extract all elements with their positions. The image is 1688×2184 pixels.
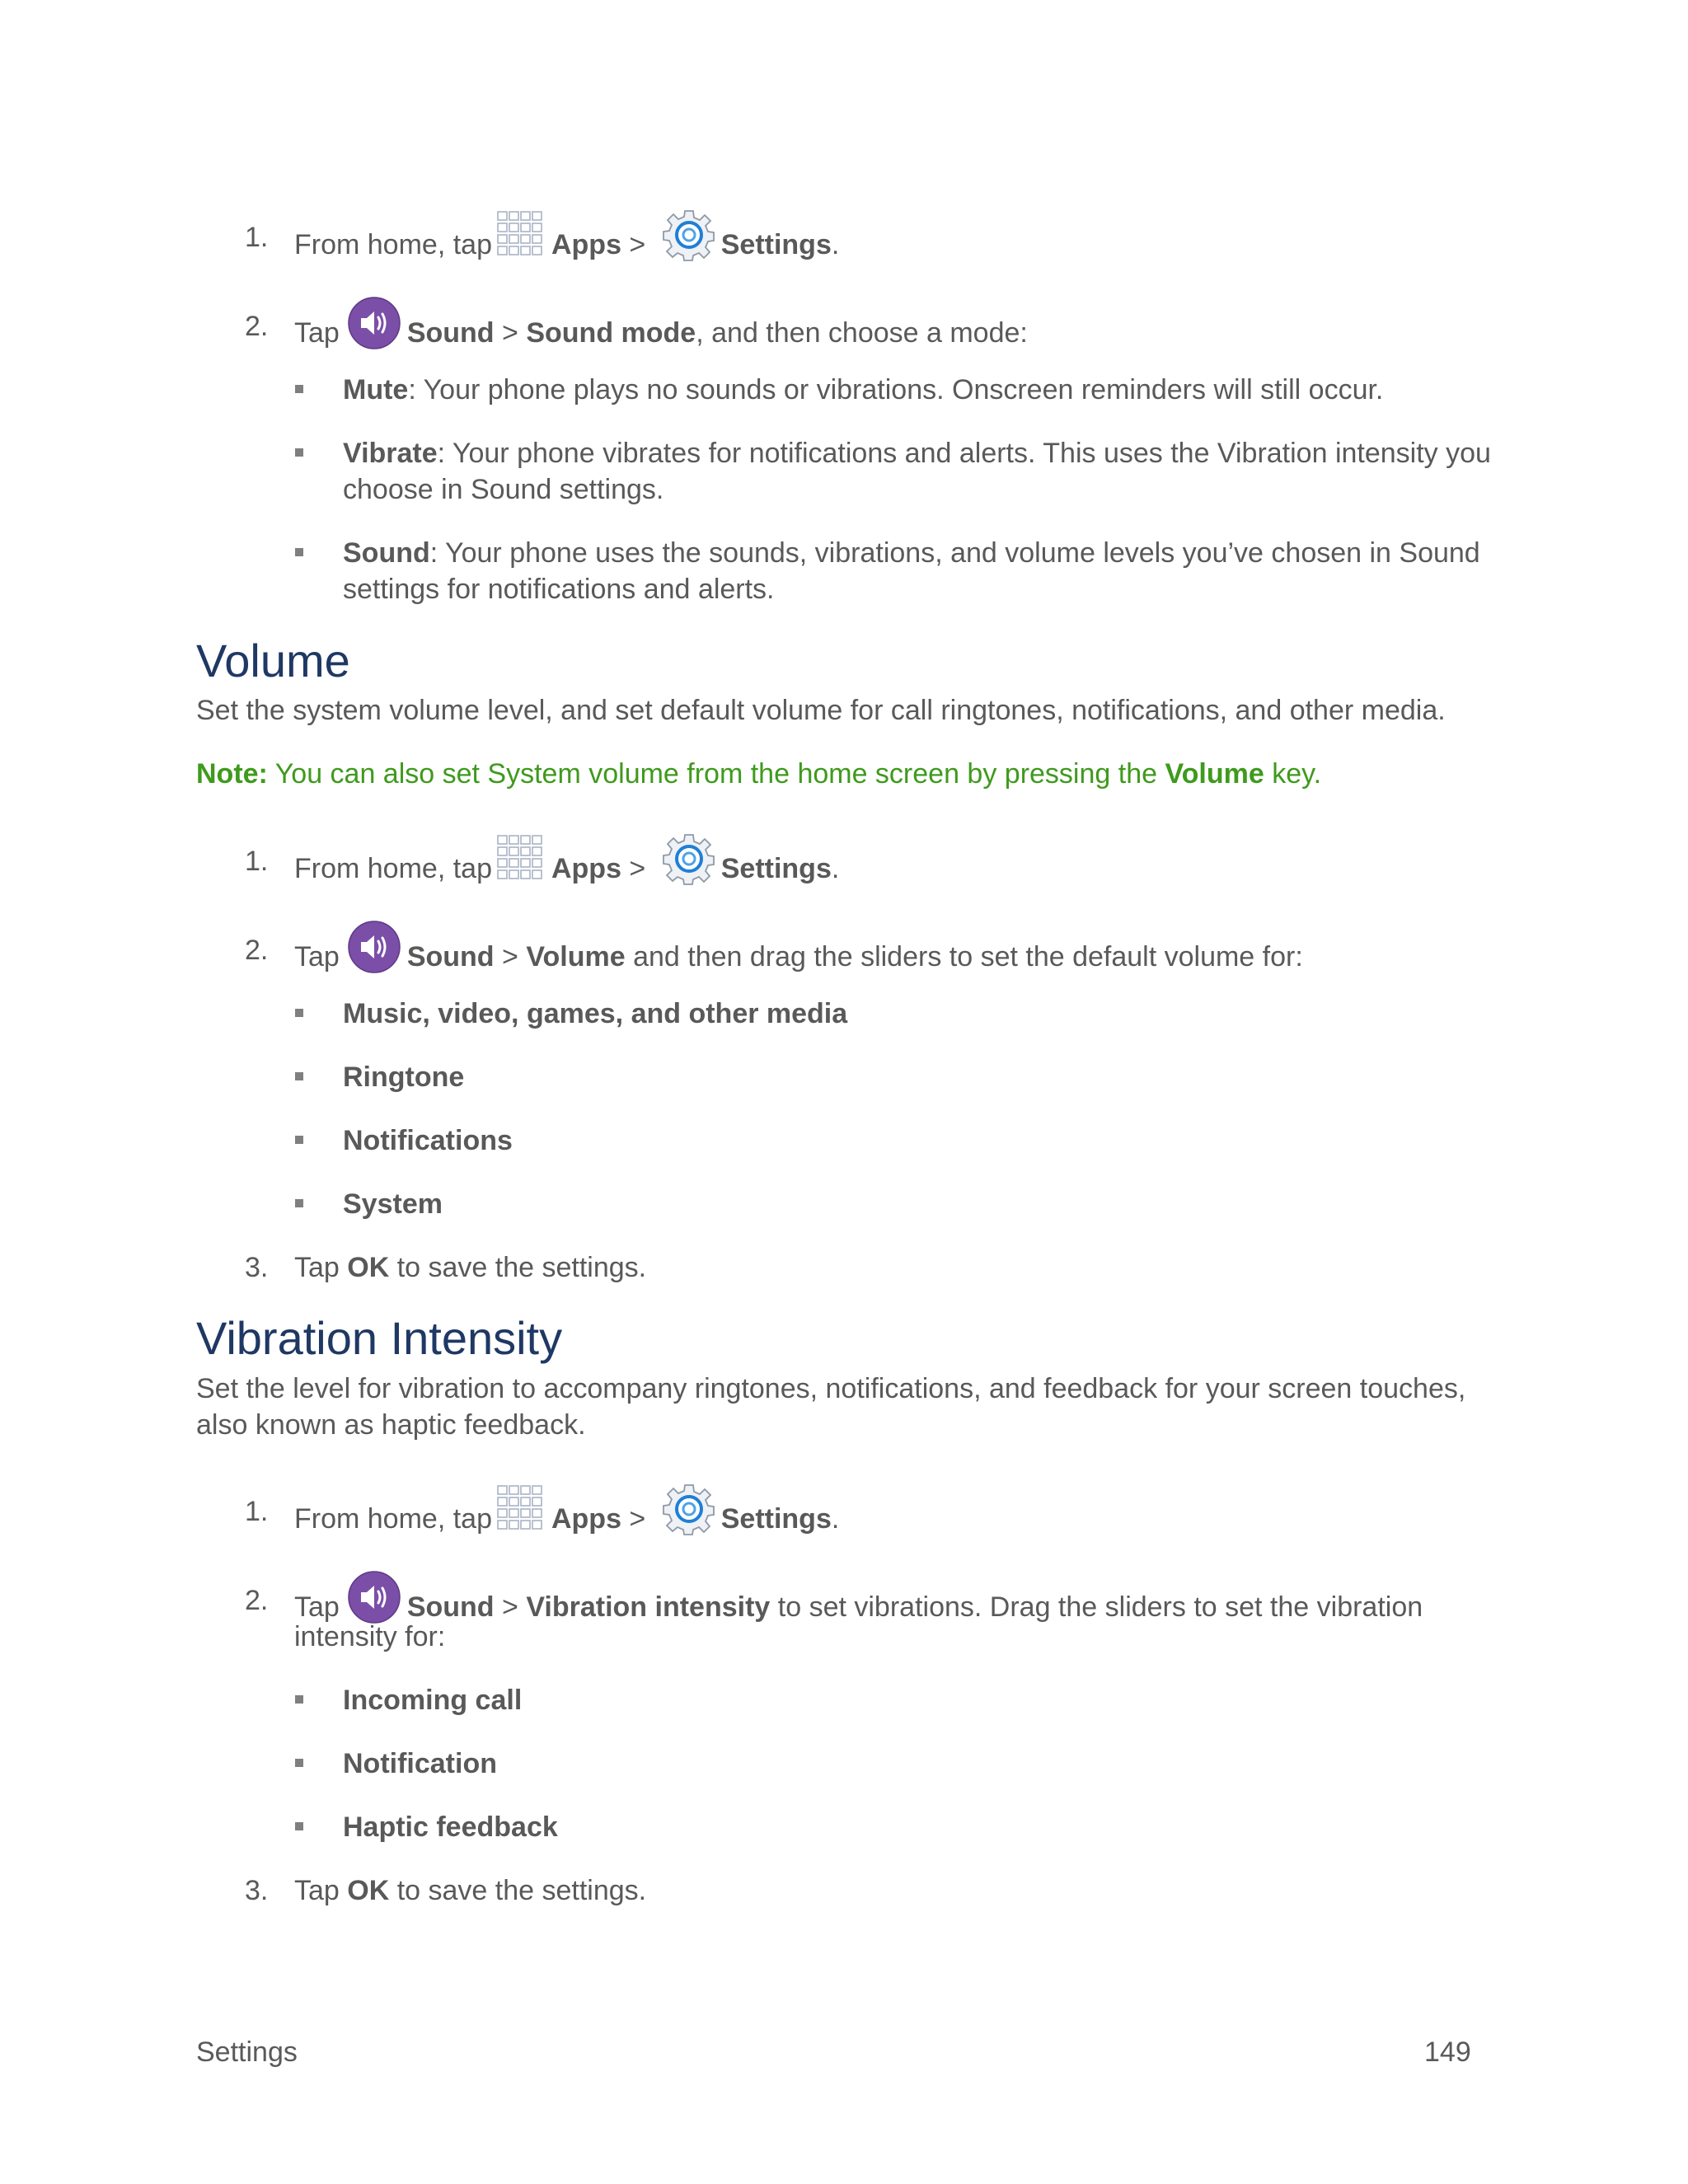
step-number: 3. — [245, 1252, 269, 1283]
list-item: Haptic feedback — [343, 1811, 558, 1843]
volume-note — [196, 756, 1321, 792]
separator: > — [494, 1591, 527, 1623]
bullet-marker — [295, 1072, 303, 1080]
mode-desc: : Your phone uses the sounds, vibrations, and volume levels you’ve chosen in Sound — [429, 537, 1480, 569]
list-item: Music, video, games, and other media — [343, 998, 848, 1029]
apps-grid-icon — [495, 209, 546, 264]
step-text-tail: to save the settings. — [389, 1875, 647, 1906]
step-number: 2. — [245, 935, 269, 966]
period: . — [831, 228, 840, 260]
sound-label: Sound — [406, 940, 495, 972]
apps-label: Apps — [551, 228, 621, 260]
bullet-marker — [295, 1822, 303, 1830]
step-save — [294, 1872, 646, 1909]
step-vibration-intensity — [294, 1582, 1423, 1635]
bullet-marker — [295, 1199, 303, 1207]
bullet-marker — [295, 385, 303, 393]
list-item — [343, 435, 1491, 471]
step-from-home — [294, 843, 839, 898]
step-text-tail: and then drag the sliders to set the default volume for: — [625, 940, 1303, 972]
settings-gear-icon — [662, 832, 716, 886]
sound-mode-label: Sound mode — [526, 316, 696, 349]
volume-heading: Volume — [196, 635, 350, 687]
settings-label: Settings — [720, 228, 832, 260]
step-volume — [294, 932, 1303, 985]
step-sound-mode — [294, 308, 1028, 361]
mode-desc-continued: choose in Sound settings. — [343, 474, 664, 505]
step-text: Tap — [294, 1252, 348, 1283]
sound-speaker-icon — [348, 297, 401, 349]
bullet-marker — [295, 1759, 303, 1767]
sound-speaker-icon — [348, 1571, 401, 1624]
bullet-marker — [295, 1136, 303, 1144]
separator: > — [621, 1502, 654, 1535]
sound-label: Sound — [406, 1591, 495, 1623]
period: . — [831, 852, 840, 884]
mode-term: Vibrate — [343, 438, 438, 469]
ok-label: OK — [347, 1252, 390, 1283]
period: . — [831, 1502, 840, 1535]
step-save — [294, 1249, 646, 1286]
vibration-intensity-label: Vibration intensity — [526, 1591, 771, 1623]
list-item — [343, 372, 1383, 408]
footer-section: Settings — [196, 2036, 298, 2068]
step-text-tail: , and then choose a mode: — [696, 316, 1028, 349]
step-text: From home, tap — [294, 228, 492, 260]
apps-label: Apps — [551, 852, 621, 884]
step-from-home — [294, 1493, 839, 1548]
step-number: 2. — [245, 1585, 269, 1616]
list-item: Incoming call — [343, 1685, 523, 1716]
bullet-marker — [295, 1009, 303, 1017]
step-text: From home, tap — [294, 852, 492, 884]
sound-speaker-icon — [348, 921, 401, 973]
note-key: Volume — [1165, 758, 1264, 790]
vibration-heading: Vibration Intensity — [196, 1312, 563, 1364]
mode-desc: : Your phone plays no sounds or vibrations. Onscreen reminders will still occur. — [408, 374, 1384, 405]
sound-label: Sound — [406, 316, 495, 349]
step-text: Tap — [294, 316, 340, 349]
note-text: You can also set System volume from the home screen by pressing the — [267, 758, 1165, 790]
step-number: 2. — [245, 311, 269, 342]
step-text: Tap — [294, 1591, 340, 1623]
step-text: Tap — [294, 1875, 348, 1906]
mode-term: Sound — [343, 537, 430, 569]
step-text-tail: to set vibrations. Drag the sliders to set the vibration — [770, 1591, 1423, 1623]
step-text: Tap — [294, 940, 340, 972]
mode-term: Mute — [343, 374, 409, 405]
apps-grid-icon — [495, 1483, 546, 1538]
step-text: From home, tap — [294, 1502, 492, 1535]
step-number: 1. — [245, 1496, 269, 1527]
list-item: Ringtone — [343, 1062, 465, 1093]
step-number: 3. — [245, 1875, 269, 1906]
settings-gear-icon — [662, 1482, 716, 1536]
step-from-home — [294, 219, 839, 274]
settings-gear-icon — [662, 208, 716, 262]
bullet-marker — [295, 548, 303, 556]
list-item: Notifications — [343, 1125, 513, 1156]
note-label: Note: — [196, 758, 268, 790]
settings-label: Settings — [720, 852, 832, 884]
note-end: key. — [1264, 758, 1322, 790]
page-number: 149 — [1424, 2036, 1471, 2068]
volume-intro: Set the system volume level, and set default volume for call ringtones, notifications, and other media. — [196, 695, 1446, 726]
ok-label: OK — [347, 1875, 390, 1906]
separator: > — [621, 228, 654, 260]
step-text-continued: intensity for: — [294, 1621, 446, 1652]
list-item — [343, 535, 1480, 571]
mode-desc-continued: settings for notifications and alerts. — [343, 574, 775, 605]
list-item: System — [343, 1188, 443, 1220]
settings-label: Settings — [720, 1502, 832, 1535]
apps-label: Apps — [551, 1502, 621, 1535]
separator: > — [494, 940, 527, 972]
step-text-tail: to save the settings. — [389, 1252, 647, 1283]
separator: > — [621, 852, 654, 884]
vibration-intro: Set the level for vibration to accompany ringtones, notifications, and feedback for your screen touches, — [196, 1373, 1466, 1404]
volume-label: Volume — [526, 940, 626, 972]
bullet-marker — [295, 448, 303, 457]
bullet-marker — [295, 1695, 303, 1704]
vibration-intro-continued: also known as haptic feedback. — [196, 1409, 586, 1441]
separator: > — [494, 316, 527, 349]
mode-desc: : Your phone vibrates for notifications and alerts. This uses the Vibration intensity you — [437, 438, 1491, 469]
apps-grid-icon — [495, 833, 546, 888]
step-number: 1. — [245, 846, 269, 877]
list-item: Notification — [343, 1748, 497, 1779]
step-number: 1. — [245, 222, 269, 253]
